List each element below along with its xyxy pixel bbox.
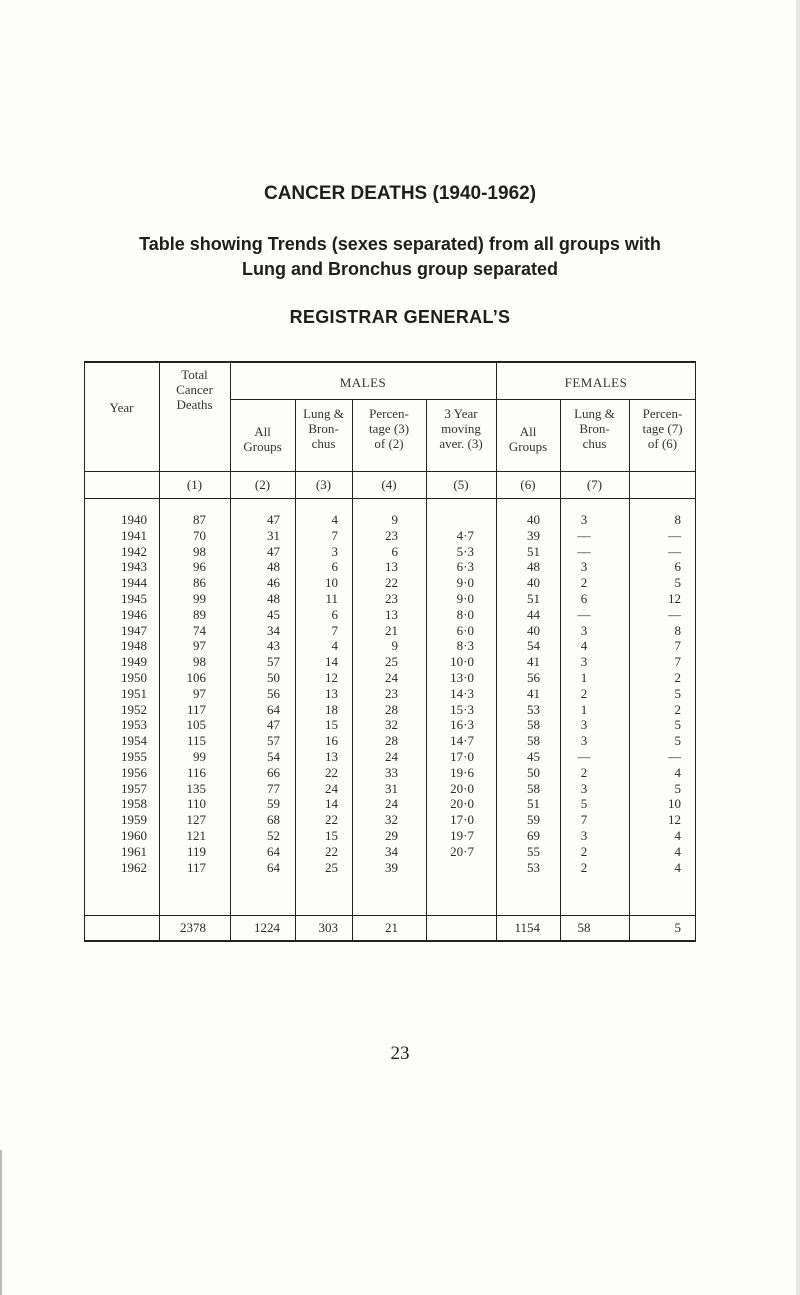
table-row-1953-female-lung: 3 [580, 717, 588, 732]
table-row-1946-total: 89 [193, 607, 206, 622]
table-row-1957-male-all: 77 [267, 781, 280, 796]
table-row-1955-female-all: 45 [527, 749, 540, 764]
table-row-1960-female-pct: 4 [674, 828, 681, 843]
table-row-1945-female-pct: 12 [668, 591, 681, 606]
table-row-1941-total: 70 [193, 528, 206, 543]
female-lung-bronchus-header: Lung & Bron- chus [574, 406, 615, 451]
table-row-1940-female-lung: 3 [580, 512, 588, 527]
table-row-1960-male-all: 52 [267, 828, 280, 843]
table-row-1942-male-avg: 5·3 [456, 544, 474, 559]
cancer-deaths-table [84, 361, 696, 942]
table-row-1958-year: 1958 [121, 796, 147, 811]
table-row-1942-female-all: 51 [527, 544, 540, 559]
table-row-1955-male-lung: 13 [325, 749, 338, 764]
table-row-1957-female-lung: 3 [580, 781, 588, 796]
table-row-1956-female-pct: 4 [674, 765, 681, 780]
table-row-1949-year: 1949 [121, 654, 147, 669]
table-row-1961-female-lung: 2 [580, 844, 588, 859]
table-row-1943-female-lung: 3 [580, 559, 588, 574]
table-row-1956-male-all: 66 [267, 765, 280, 780]
table-row-1950-female-pct: 2 [674, 670, 681, 685]
table-row-1957-total: 135 [186, 781, 206, 796]
table-row-1947-total: 74 [193, 623, 206, 638]
table-row-1954-year: 1954 [121, 733, 147, 748]
table-row-1946-female-lung: — [577, 607, 591, 622]
table-row-1954-female-lung: 3 [580, 733, 588, 748]
totals-row-male-all: 1224 [254, 920, 280, 935]
table-row-1944-male-lung: 10 [325, 575, 338, 590]
table-row-1947-male-avg: 6·0 [456, 623, 474, 638]
table-row-1962-female-all: 53 [527, 860, 540, 875]
table-row-1944-female-pct: 5 [674, 575, 681, 590]
table-row-1961-female-all: 55 [527, 844, 540, 859]
table-row-1954-male-pct: 28 [385, 733, 398, 748]
table-row-1954-male-avg: 14·7 [450, 733, 474, 748]
table-row-1957-female-all: 58 [527, 781, 540, 796]
table-row-1952-female-all: 53 [527, 702, 540, 717]
females-header: FEMALES [564, 375, 628, 390]
table-row-1960-male-pct: 29 [385, 828, 398, 843]
table-row-1952-male-lung: 18 [325, 702, 338, 717]
table-row-1959-total: 127 [186, 812, 206, 827]
table-row-1955-female-pct: — [668, 749, 681, 764]
column-number-female-all: (6) [520, 477, 536, 492]
table-row-1959-male-all: 68 [267, 812, 280, 827]
table-row-1945-year: 1945 [121, 591, 147, 606]
table-row-1952-year: 1952 [121, 702, 147, 717]
table-row-1953-male-avg: 16·3 [450, 717, 474, 732]
table-row-1958-female-lung: 5 [580, 796, 588, 811]
table-row-1948-total: 97 [193, 638, 206, 653]
table-row-1953-male-pct: 32 [385, 717, 398, 732]
table-row-1947-year: 1947 [121, 623, 147, 638]
table-row-1949-male-pct: 25 [385, 654, 398, 669]
table-row-1942-male-lung: 3 [331, 544, 338, 559]
year-header: Year [109, 400, 134, 415]
male-all-groups-header: All Groups [243, 424, 282, 454]
column-number-female-lung: (7) [586, 477, 603, 492]
male-percentage-header: Percen- tage (3) of (2) [368, 406, 410, 451]
table-row-1942-total: 98 [193, 544, 206, 559]
table-top-border [84, 361, 696, 363]
table-row-1962-male-pct: 39 [385, 860, 398, 875]
table-row-1955-male-avg: 17·0 [450, 749, 474, 764]
table-row-1950-female-all: 56 [527, 670, 540, 685]
table-row-1954-total: 115 [186, 733, 206, 748]
table-row-1962-year: 1962 [121, 860, 147, 875]
table-row-1950-male-all: 50 [267, 670, 280, 685]
table-row-1951-total: 97 [193, 686, 206, 701]
table-row-1959-female-pct: 12 [668, 812, 681, 827]
table-row-1950-total: 106 [186, 670, 206, 685]
table-row-1954-male-lung: 16 [325, 733, 338, 748]
table-row-1944-male-all: 46 [267, 575, 280, 590]
table-row-1958-female-all: 51 [527, 796, 540, 811]
table-row-1947-female-pct: 8 [674, 623, 681, 638]
table-row-1940-total: 87 [193, 512, 206, 527]
table-row-1953-total: 105 [186, 717, 206, 732]
table-row-1957-male-avg: 20·0 [450, 781, 474, 796]
table-row-1948-male-avg: 8·3 [456, 638, 474, 653]
table-row-1944-total: 86 [193, 575, 206, 590]
table-row-1942-female-lung: — [577, 544, 591, 559]
table-row-1958-female-pct: 10 [668, 796, 681, 811]
table-row-1947-female-all: 40 [527, 623, 540, 638]
table-row-1953-year: 1953 [121, 717, 147, 732]
table-row-1948-male-lung: 4 [331, 638, 338, 653]
table-row-1944-male-pct: 22 [385, 575, 398, 590]
subheader-rule [230, 399, 696, 400]
table-row-1940-male-all: 47 [267, 512, 280, 527]
table-row-1961-total: 119 [186, 844, 206, 859]
totals-row-total: 2378 [180, 920, 206, 935]
table-row-1954-female-pct: 5 [674, 733, 681, 748]
table-bottom-border [84, 940, 696, 942]
table-row-1943-year: 1943 [121, 559, 147, 574]
table-row-1940-year: 1940 [121, 512, 147, 527]
table-row-1945-male-all: 48 [267, 591, 280, 606]
table-row-1961-male-all: 64 [267, 844, 280, 859]
table-row-1941-male-all: 31 [267, 528, 280, 543]
table-row-1940-male-lung: 4 [331, 512, 338, 527]
table-row-1961-male-pct: 34 [385, 844, 398, 859]
table-row-1949-female-all: 41 [527, 654, 540, 669]
table-row-1943-female-pct: 6 [674, 559, 681, 574]
column-number-total: (1) [186, 477, 203, 492]
table-row-1944-year: 1944 [121, 575, 147, 590]
table-row-1943-female-all: 48 [527, 559, 540, 574]
table-row-1960-year: 1960 [121, 828, 147, 843]
column-number-male-avg: (5) [453, 477, 469, 492]
table-row-1951-female-lung: 2 [580, 686, 588, 701]
table-row-1948-female-pct: 7 [674, 638, 681, 653]
table-row-1947-male-all: 34 [267, 623, 280, 638]
table-row-1957-year: 1957 [121, 781, 147, 796]
table-row-1961-male-avg: 20·7 [450, 844, 474, 859]
table-row-1947-female-lung: 3 [580, 623, 588, 638]
table-row-1958-male-all: 59 [267, 796, 280, 811]
table-row-1941-female-pct: — [668, 528, 681, 543]
totals-row-female-lung: 58 [577, 920, 591, 935]
table-row-1953-female-all: 58 [527, 717, 540, 732]
table-row-1950-male-lung: 12 [325, 670, 338, 685]
table-row-1955-year: 1955 [121, 749, 147, 764]
table-row-1950-year: 1950 [121, 670, 147, 685]
table-row-1961-year: 1961 [121, 844, 147, 859]
table-row-1949-male-all: 57 [267, 654, 280, 669]
table-row-1946-male-lung: 6 [331, 607, 338, 622]
table-row-1961-male-lung: 22 [325, 844, 338, 859]
table-row-1960-total: 121 [186, 828, 206, 843]
column-number-male-pct: (4) [381, 477, 397, 492]
table-row-1961-female-pct: 4 [674, 844, 681, 859]
table-row-1940-male-pct: 9 [391, 512, 398, 527]
table-row-1941-male-lung: 7 [331, 528, 338, 543]
table-row-1945-male-lung: 11 [325, 591, 338, 606]
table-row-1946-male-avg: 8·0 [456, 607, 474, 622]
table-row-1957-male-pct: 31 [385, 781, 398, 796]
table-row-1941-male-avg: 4·7 [456, 528, 474, 543]
table-row-1962-female-lung: 2 [580, 860, 588, 875]
table-row-1949-male-avg: 10·0 [450, 654, 474, 669]
table-row-1956-total: 116 [186, 765, 206, 780]
column-number-male-all: (2) [254, 477, 271, 492]
table-row-1942-female-pct: — [668, 544, 681, 559]
totals-row-male-pct: 21 [385, 920, 398, 935]
table-row-1944-female-all: 40 [527, 575, 540, 590]
table-row-1952-total: 117 [186, 702, 206, 717]
table-row-1949-female-pct: 7 [674, 654, 681, 669]
table-row-1952-male-all: 64 [267, 702, 280, 717]
table-row-1951-year: 1951 [121, 686, 147, 701]
table-row-1956-male-pct: 33 [385, 765, 398, 780]
table-row-1941-female-lung: — [577, 528, 591, 543]
table-row-1945-female-lung: 6 [580, 591, 588, 606]
table-row-1956-male-avg: 19·6 [450, 765, 474, 780]
table-row-1941-male-pct: 23 [385, 528, 398, 543]
totals-row-female-pct: 5 [674, 920, 681, 935]
males-header: MALES [339, 375, 387, 390]
totals-rule [84, 915, 696, 916]
subtitle-line-2: Lung and Bronchus group separated [241, 259, 559, 279]
table-row-1949-total: 98 [193, 654, 206, 669]
table-row-1945-male-pct: 23 [385, 591, 398, 606]
table-row-1946-female-pct: — [668, 607, 681, 622]
table-row-1956-female-all: 50 [527, 765, 540, 780]
table-row-1952-male-pct: 28 [385, 702, 398, 717]
table-row-1948-male-all: 43 [267, 638, 280, 653]
subtitle-line-1: Table showing Trends (sexes separated) from all groups with [139, 234, 661, 254]
table-row-1948-female-all: 54 [527, 638, 540, 653]
source-heading: REGISTRAR GENERAL’S [289, 307, 511, 327]
column-number-rule [84, 498, 696, 499]
table-row-1948-female-lung: 4 [580, 638, 588, 653]
table-row-1944-male-avg: 9·0 [456, 575, 474, 590]
table-row-1956-female-lung: 2 [580, 765, 588, 780]
table-row-1942-year: 1942 [121, 544, 147, 559]
table-row-1951-female-pct: 5 [674, 686, 681, 701]
table-row-1958-male-avg: 20·0 [450, 796, 474, 811]
table-row-1943-male-avg: 6·3 [456, 559, 474, 574]
table-row-1957-male-lung: 24 [325, 781, 338, 796]
table-row-1960-male-lung: 15 [325, 828, 338, 843]
table-row-1948-year: 1948 [121, 638, 147, 653]
table-row-1957-female-pct: 5 [674, 781, 681, 796]
table-row-1945-male-avg: 9·0 [456, 591, 474, 606]
table-row-1959-female-lung: 7 [580, 812, 588, 827]
table-row-1940-female-all: 40 [527, 512, 540, 527]
totals-row-female-all: 1154 [514, 920, 540, 935]
table-row-1951-male-pct: 23 [385, 686, 398, 701]
table-row-1958-male-lung: 14 [325, 796, 338, 811]
table-row-1955-total: 99 [193, 749, 206, 764]
table-row-1954-female-all: 58 [527, 733, 540, 748]
table-row-1960-male-avg: 19·7 [450, 828, 474, 843]
table-row-1943-male-all: 48 [267, 559, 280, 574]
table-row-1962-female-pct: 4 [674, 860, 681, 875]
table-row-1962-male-all: 64 [267, 860, 280, 875]
page-binding-edge [0, 1150, 2, 1295]
table-row-1952-male-avg: 15·3 [450, 702, 474, 717]
table-row-1956-male-lung: 22 [325, 765, 338, 780]
table-row-1958-total: 110 [186, 796, 206, 811]
table-row-1962-male-lung: 25 [325, 860, 338, 875]
table-row-1955-female-lung: — [577, 749, 591, 764]
page-title: CANCER DEATHS (1940-1962) [263, 183, 537, 204]
table-row-1951-male-all: 56 [267, 686, 280, 701]
table-row-1945-female-all: 51 [527, 591, 540, 606]
table-row-1960-female-all: 69 [527, 828, 540, 843]
table-row-1950-female-lung: 1 [580, 670, 588, 685]
table-row-1942-male-all: 47 [267, 544, 280, 559]
table-row-1959-male-pct: 32 [385, 812, 398, 827]
table-row-1946-year: 1946 [121, 607, 147, 622]
table-row-1943-male-pct: 13 [385, 559, 398, 574]
table-row-1948-male-pct: 9 [391, 638, 398, 653]
table-row-1959-male-avg: 17·0 [450, 812, 474, 827]
male-lung-bronchus-header: Lung & Bron- chus [303, 406, 344, 451]
table-row-1943-male-lung: 6 [331, 559, 338, 574]
table-row-1959-female-all: 59 [527, 812, 540, 827]
table-row-1962-total: 117 [186, 860, 206, 875]
header-rule [84, 471, 696, 472]
table-row-1955-male-all: 54 [267, 749, 280, 764]
table-row-1956-year: 1956 [121, 765, 147, 780]
table-row-1945-total: 99 [193, 591, 206, 606]
column-number-male-lung: (3) [315, 477, 332, 492]
table-row-1959-year: 1959 [121, 812, 147, 827]
table-row-1954-male-all: 57 [267, 733, 280, 748]
table-row-1953-female-pct: 5 [674, 717, 681, 732]
table-row-1947-male-lung: 7 [331, 623, 338, 638]
table-row-1947-male-pct: 21 [385, 623, 398, 638]
table-row-1946-male-pct: 13 [385, 607, 398, 622]
table-row-1946-male-all: 45 [267, 607, 280, 622]
table-row-1950-male-pct: 24 [385, 670, 398, 685]
table-row-1949-male-lung: 14 [325, 654, 338, 669]
table-row-1951-male-avg: 14·3 [450, 686, 474, 701]
table-row-1952-female-pct: 2 [674, 702, 681, 717]
table-row-1953-male-all: 47 [267, 717, 280, 732]
total-deaths-header: Total Cancer Deaths [176, 367, 213, 412]
table-row-1952-female-lung: 1 [580, 702, 588, 717]
table-row-1949-female-lung: 3 [580, 654, 588, 669]
table-row-1951-female-all: 41 [527, 686, 540, 701]
table-row-1946-female-all: 44 [527, 607, 540, 622]
female-percentage-header: Percen- tage (7) of (6) [642, 406, 683, 451]
table-row-1960-female-lung: 3 [580, 828, 588, 843]
table-row-1953-male-lung: 15 [325, 717, 338, 732]
table-row-1941-year: 1941 [121, 528, 147, 543]
table-row-1943-total: 96 [193, 559, 206, 574]
table-row-1940-female-pct: 8 [674, 512, 681, 527]
table-row-1951-male-lung: 13 [325, 686, 338, 701]
table-row-1941-female-all: 39 [527, 528, 540, 543]
table-row-1950-male-avg: 13·0 [450, 670, 474, 685]
table-row-1955-male-pct: 24 [385, 749, 398, 764]
totals-row-male-lung: 303 [318, 920, 338, 935]
female-all-groups-header: All Groups [508, 424, 548, 454]
male-moving-average-header: 3 Year moving aver. (3) [439, 406, 483, 451]
table-row-1942-male-pct: 6 [391, 544, 398, 559]
table-row-1958-male-pct: 24 [385, 796, 398, 811]
page-number: 23 [390, 1043, 410, 1064]
table-row-1944-female-lung: 2 [580, 575, 588, 590]
table-row-1959-male-lung: 22 [325, 812, 338, 827]
